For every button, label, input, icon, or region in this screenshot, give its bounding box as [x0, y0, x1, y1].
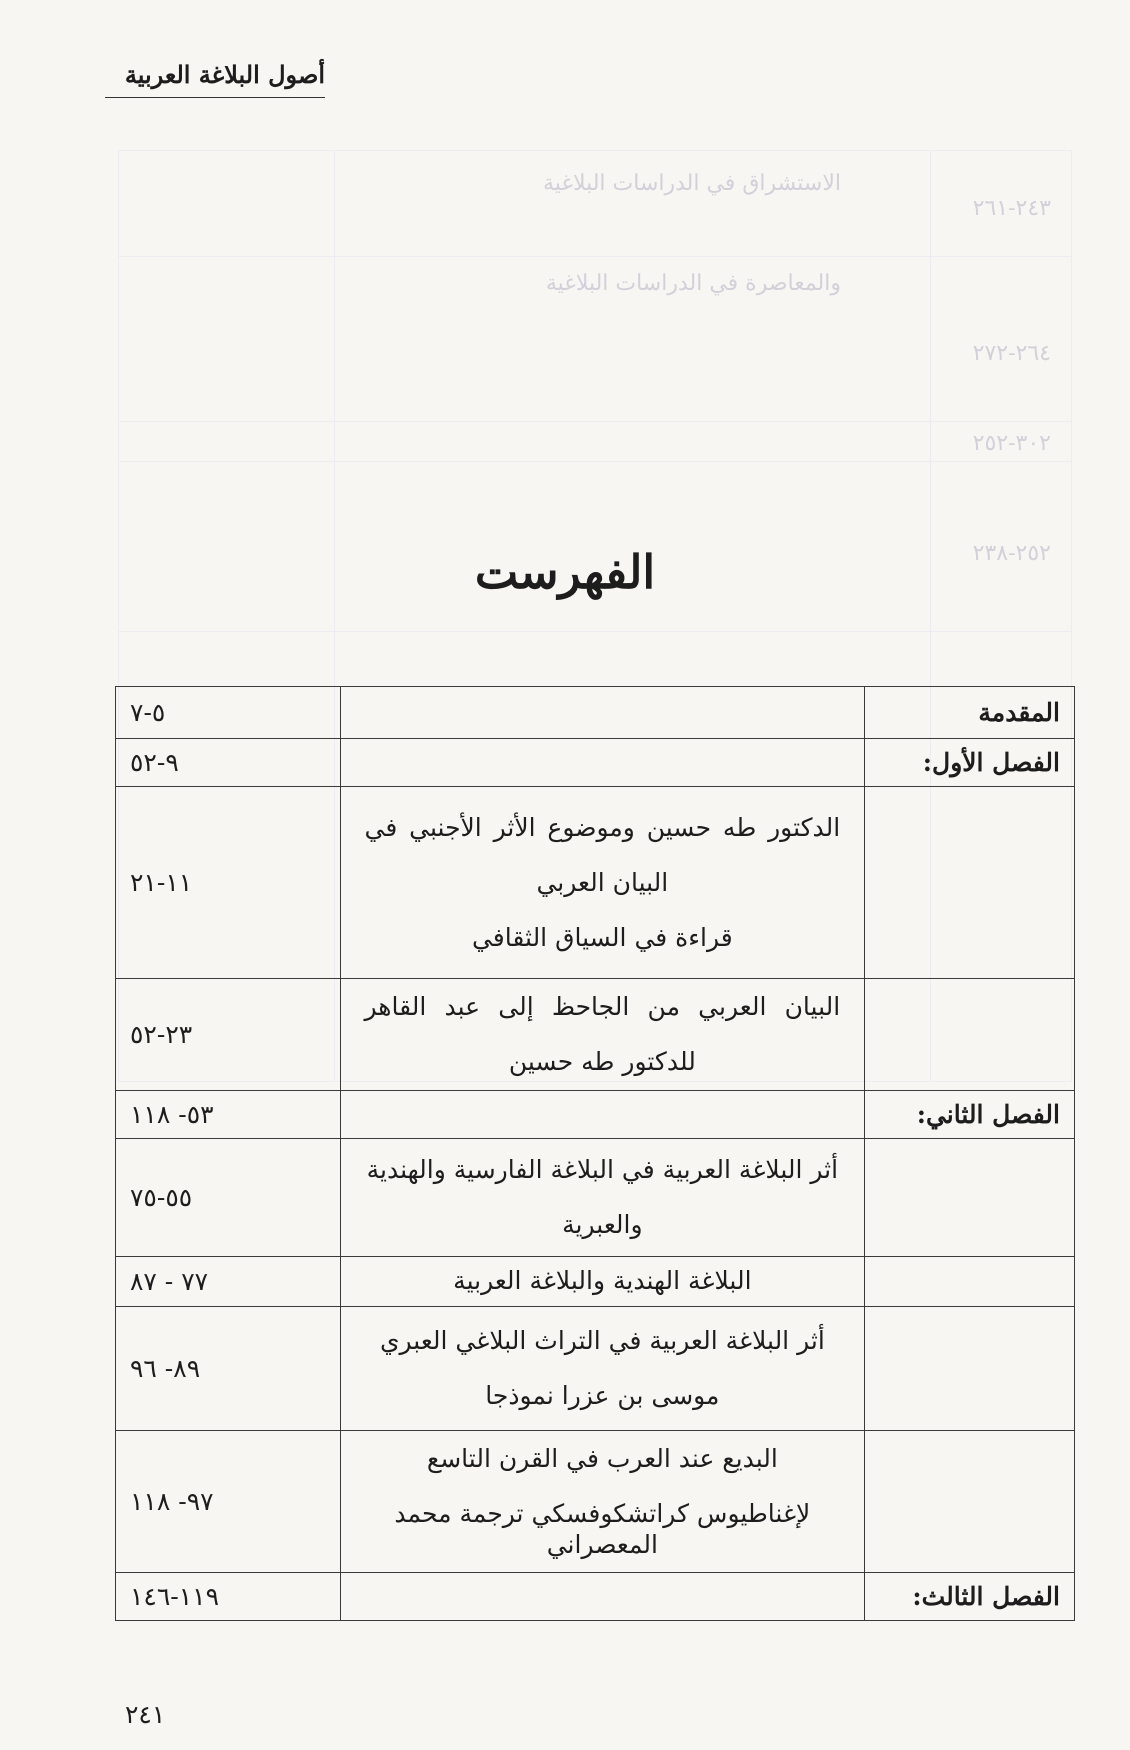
table-row	[116, 1256, 1075, 1306]
bleed-through-text: الاستشراق في الدراسات البلاغية	[543, 171, 841, 196]
entry-title	[340, 1090, 865, 1138]
entry-title	[340, 1573, 865, 1621]
page-range: ١١٩-١٤٦	[116, 1573, 341, 1621]
section-label	[865, 787, 1075, 979]
entry-title	[340, 787, 865, 979]
bleed-through-text: ٢٦٤-٢٧٢	[972, 341, 1051, 366]
entry-title-line: أثر البلاغة العربية في البلاغة الفارسية والهندية	[366, 1154, 839, 1184]
section-label	[865, 1306, 1075, 1430]
section-label	[865, 1256, 1075, 1306]
section-label: الفصل الأول:	[865, 739, 1075, 787]
table-row	[116, 1090, 1075, 1138]
entry-title	[340, 739, 865, 787]
entry-title-line: لإغناطيوس كراتشكوفسكي ترجمة محمد المعصراني	[394, 1498, 811, 1559]
bleed-through-text: ٢٤٣-٢٦١	[972, 196, 1051, 221]
bleed-through-text: ٣٠٢-٢٥٢	[972, 431, 1051, 456]
entry-title-line: البديع عند العرب في القرن التاسع	[426, 1443, 778, 1473]
table-row	[116, 1573, 1075, 1621]
section-label: المقدمة	[865, 687, 1075, 739]
table-row	[116, 1138, 1075, 1256]
section-label	[865, 1430, 1075, 1573]
entry-title-line: موسى بن عزرا نموذجا	[485, 1381, 720, 1410]
entry-title	[340, 1306, 865, 1430]
page-range: ١١-٢١	[116, 787, 341, 979]
toc-title: الفهرست	[474, 545, 656, 599]
page-number: ٢٤١	[125, 1700, 166, 1729]
running-head: أصول البلاغة العربية	[105, 60, 325, 98]
entry-title	[340, 1256, 865, 1306]
page-range: ٩-٥٢	[116, 739, 341, 787]
entry-title-line: للدكتور طه حسين	[508, 1047, 696, 1077]
page-range: ٢٣-٥٢	[116, 979, 341, 1091]
page-range: ٩٧- ١١٨	[116, 1430, 341, 1573]
page-range: ٥٣- ١١٨	[116, 1090, 341, 1138]
entry-title	[340, 1430, 865, 1573]
entry-title	[340, 979, 865, 1091]
toc-table	[115, 686, 1075, 1621]
bleed-through-rule	[119, 256, 1071, 257]
bleed-through-text: ٢٥٢-٢٣٨	[972, 541, 1051, 566]
table-row	[116, 979, 1075, 1091]
table-row	[116, 787, 1075, 979]
page-range: ٧٧ - ٨٧	[116, 1256, 341, 1306]
entry-title-line: الدكتور طه حسين وموضوع الأثر الأجنبي في	[364, 812, 841, 842]
entry-title-line: البلاغة الهندية والبلاغة العربية	[453, 1266, 752, 1296]
table-row	[116, 739, 1075, 787]
bleed-through-rule	[119, 631, 1071, 632]
entry-title-line: البيان العربي من الجاحظ إلى عبد القاهر	[364, 992, 841, 1021]
entry-title-line: قراءة في السياق الثقافي	[471, 923, 733, 953]
entry-title-line: والعبرية	[562, 1210, 643, 1239]
entry-title	[340, 687, 865, 739]
section-label: الفصل الثالث:	[865, 1573, 1075, 1621]
page-range: ٨٩- ٩٦	[116, 1306, 341, 1430]
section-label	[865, 979, 1075, 1091]
entry-title-line: أثر البلاغة العربية في التراث البلاغي العبري	[379, 1325, 825, 1355]
table-row	[116, 687, 1075, 739]
entry-title-line: البيان العربي	[536, 867, 669, 897]
page-range: ٥-٧	[116, 687, 341, 739]
section-label	[865, 1138, 1075, 1256]
bleed-through-text: والمعاصرة في الدراسات البلاغية	[545, 271, 841, 296]
page-range: ٥٥-٧٥	[116, 1138, 341, 1256]
bleed-through-rule	[119, 421, 1071, 422]
entry-title	[340, 1138, 865, 1256]
table-row	[116, 1430, 1075, 1573]
section-label: الفصل الثاني:	[865, 1090, 1075, 1138]
bleed-through-rule	[119, 461, 1071, 462]
table-row	[116, 1306, 1075, 1430]
